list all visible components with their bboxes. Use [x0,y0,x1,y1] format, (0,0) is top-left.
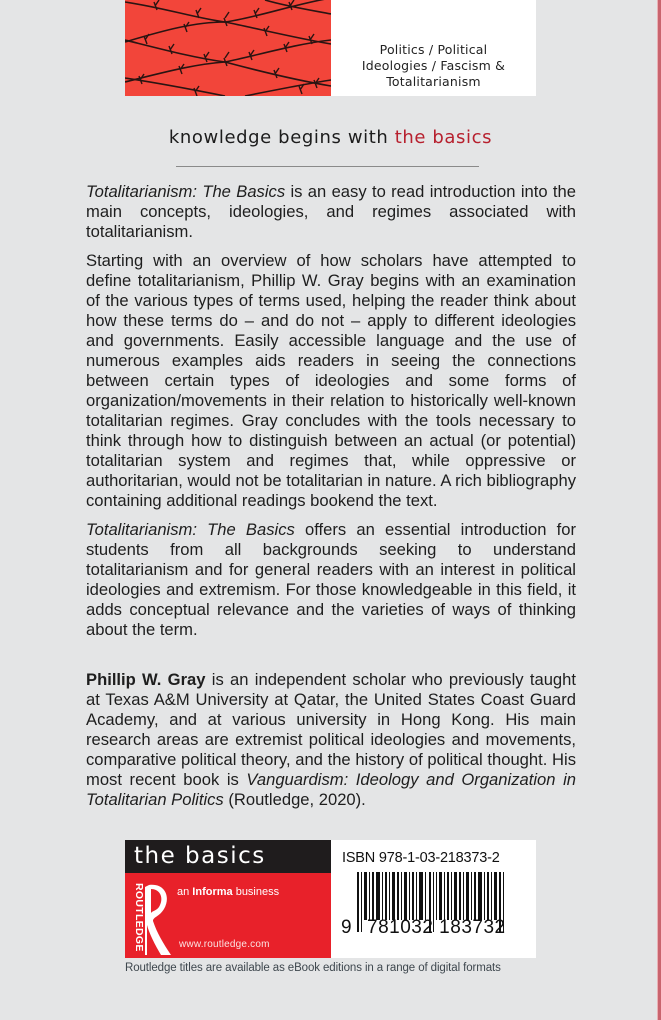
series-block [125,840,331,958]
barbed-wire-icon [125,0,331,96]
routledge-logo-icon [131,881,173,957]
blurb-paragraph-2: Starting with an overview of how scholars have attempted to define totalitarianism, Phillip W. Gray begins with an examination of the various types of terms used, helping the reader think about how these terms do – and do not – apply to different ideologies and governments. Easily accessible language and the use of numerous examples aids readers in seeing the connections between certain types of ideologies and some forms of organization/movements in their relation to historically well-known totalitarian regimes. Gray concludes with the tools necessary to think through how to distinguish between an actual (or potential) totalitarian system and regimes that, while oppressive or authoritarian, would not be totalitarian in nature. A rich bibliography containing additional readings bookend the text. [86,251,576,510]
barbed-wire-image [125,0,331,96]
blurb-paragraph-1: Totalitarianism: The Basics is an easy to read introduction into the main concepts, ideologies, and regimes associated with totalitarianism. [86,182,576,241]
series-name: the basics [125,840,331,873]
spine-edge [657,0,661,1020]
publisher-panel [125,840,536,958]
author-bio: Phillip W. Gray is an independent scholar who previously taught at Texas A&M University at Qatar, the United States Coast Guard Academy, and at various university in Hong Kong. His main research areas are extremist political ideologies and movements, comparative political theory, and the history of political thought. His most recent book is Vanguardism: Ideology and Organization in Totalitarian Politics (Routledge, 2020). [86,670,576,809]
publisher-website: www.routledge.com [179,939,270,950]
recent-book-title: Vanguardism: Ideology and Organization in Totalitarian Politics [86,770,576,809]
isbn-label: ISBN 978-1-03-218373-2 [342,850,500,866]
author-name: Phillip W. Gray [86,670,206,689]
isbn-block: ISBN 978-1-03-218373-2 9 781032 183732 [331,840,536,958]
series-tagline: knowledge begins with the basics [168,127,493,148]
back-cover-blurb [86,182,576,819]
routledge-block [125,873,331,958]
top-panel [125,0,536,96]
divider-rule [176,166,479,167]
ebook-availability-note: Routledge titles are available as eBook editions in a range of digital formats [125,962,501,974]
subject-category: Politics / Political Ideologies / Fascism & Totalitarianism [361,42,506,89]
subject-category-box [331,0,536,96]
blurb-paragraph-3: Totalitarianism: The Basics offers an essential introduction for students from all backgrounds seeking to understand totalitarianism and for general readers with an interest in political ideologies and extremism. For those knowledgeable in this field, it adds conceptual relevance and the varieties of ways of thinking about the term. [86,520,577,639]
tagline-accent: the basics [394,127,493,148]
informa-business: an Informa business [177,886,280,898]
svg-text:ROUTLEDGE: ROUTLEDGE [133,883,145,952]
